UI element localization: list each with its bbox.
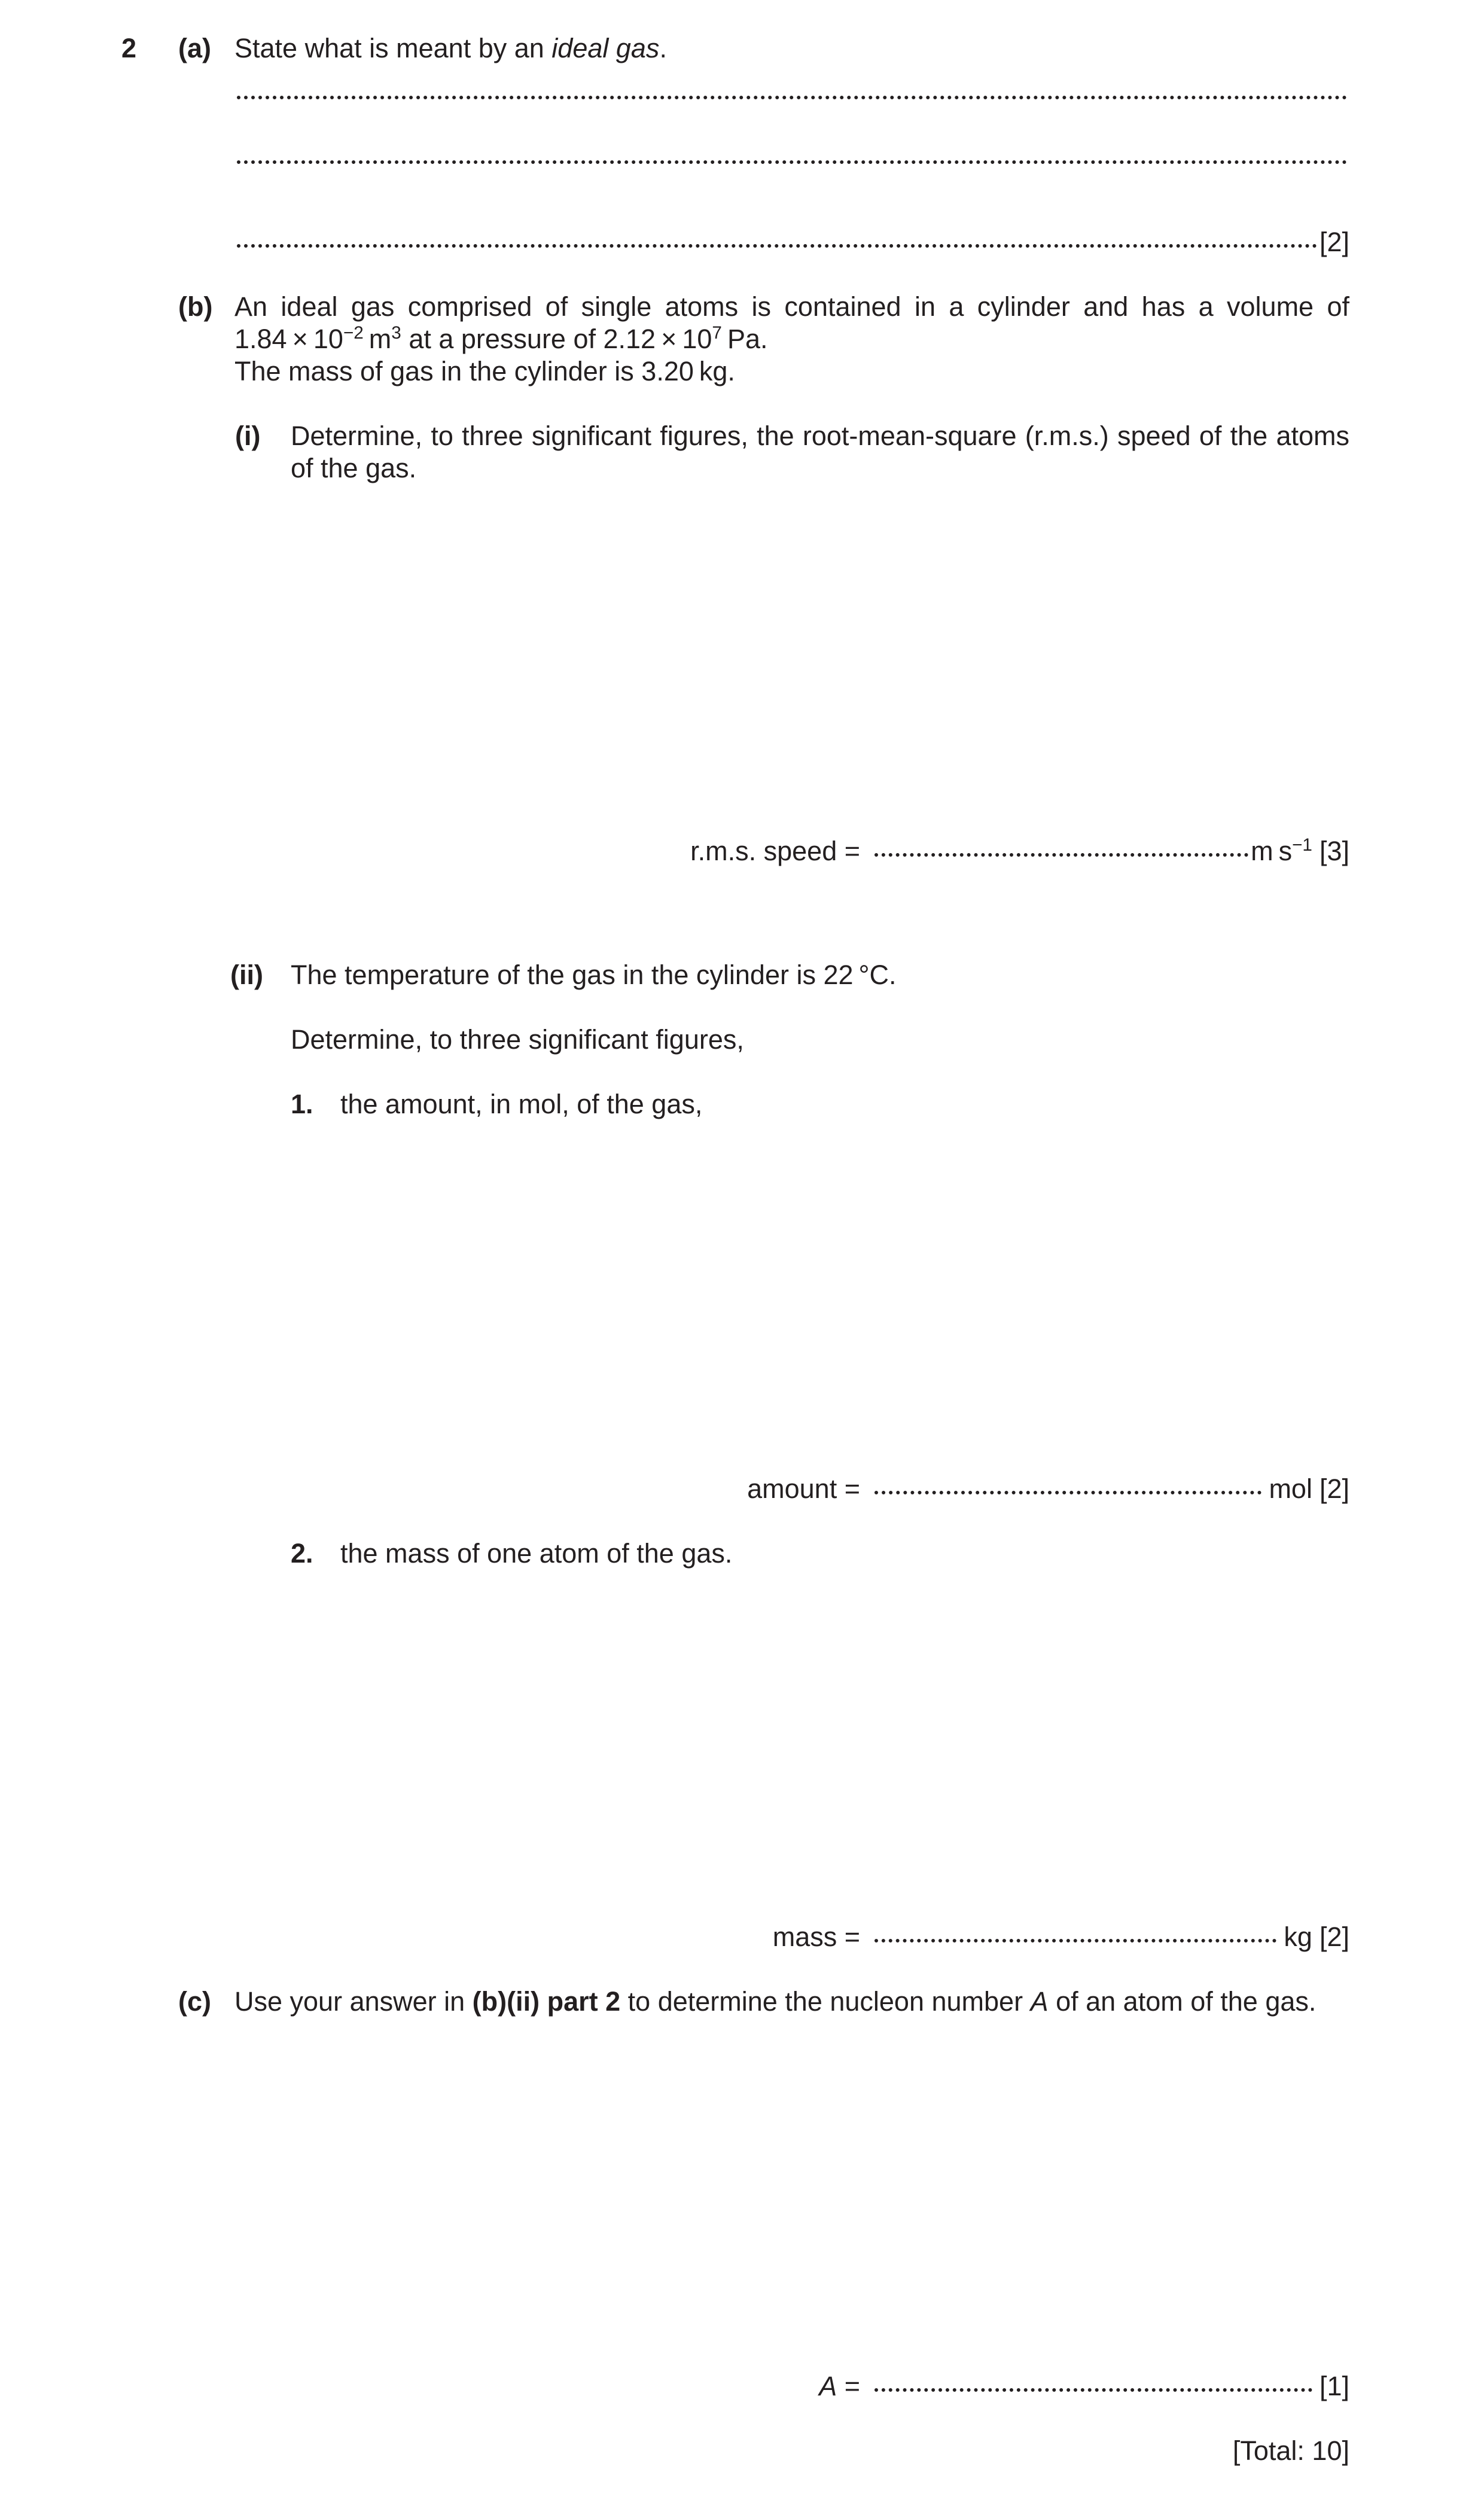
amount-answer-line[interactable] [872,1475,1349,1502]
rms-speed-unit: m $s^{-1}$ [1251,835,1312,866]
rms-speed-label: r.m.s. speed = [690,836,860,866]
amount-unit: mol [1269,1473,1312,1504]
amount-label: amount = [747,1473,860,1504]
total-marks: [Total: 10] [1232,2435,1349,2466]
part-a-label: (a) [178,33,211,63]
part-b-ii-1-marks: [2] [1319,1473,1349,1504]
part-b-ii-1-number: 1. [291,1089,313,1119]
mass-answer-line[interactable] [872,1923,1349,1950]
part-c-marks: [1] [1319,2371,1349,2401]
part-b-ii-2-text: the mass of one atom of the gas. [340,1538,733,1569]
part-b-line1: An ideal gas comprised of single atoms is contained in a cylinder and has a volume of [234,291,1349,322]
part-b-line2: $1.84 \times 10^{-2}$ $m^3$ at a pressure of $2.12 \times 10^7$ Pa. [234,322,768,354]
nucleon-number-label: A = [819,2371,860,2401]
nucleon-number-answer-line[interactable] [872,2373,1349,2400]
part-b-ii-label: (ii) [230,960,263,990]
part-b-line3: The mass of gas in the cylinder is 3.20 kg. [234,356,735,386]
part-b-ii-line1: The temperature of the gas in the cylinder is 22 °C. [291,960,897,990]
part-b-i-line1: Determine, to three significant figures, the root-mean-square (r.m.s.) speed of the atoms [291,421,1349,451]
rms-speed-answer-line[interactable] [872,835,1349,866]
part-b-ii-line2: Determine, to three significant figures, [291,1024,744,1055]
part-b-i-line2: of the gas. [291,453,417,483]
part-b-label: (b) [178,291,213,322]
part-a-marks: [2] [1319,227,1349,257]
mass-label: mass = [772,1922,860,1952]
question-number: 2 [121,33,137,63]
part-c-question: Use your answer in (b)(ii) part 2 to determine the nucleon number A of an atom of the gas. [234,1986,1317,2017]
part-b-ii-2-marks: [2] [1319,1922,1349,1952]
answer-line-a-1[interactable] [234,99,1349,103]
part-a-question: State what is meant by an ideal gas. [234,33,667,63]
part-b-i-marks: [3] [1319,836,1349,866]
mass-unit: kg [1284,1922,1312,1952]
part-b-ii-2-number: 2. [291,1538,313,1569]
answer-line-a-3[interactable] [234,229,1349,255]
part-c-label: (c) [178,1986,211,2017]
answer-line-a-2[interactable] [234,164,1349,168]
part-b-ii-1-text: the amount, in mol, of the gas, [340,1089,703,1119]
part-b-i-label: (i) [235,421,261,451]
